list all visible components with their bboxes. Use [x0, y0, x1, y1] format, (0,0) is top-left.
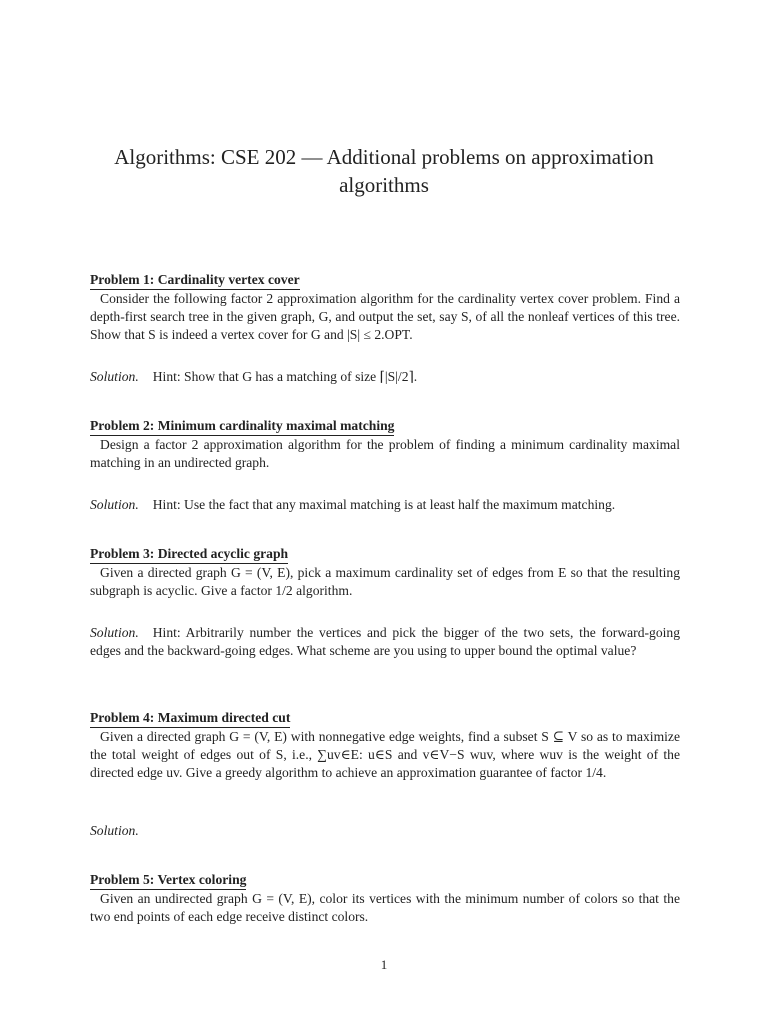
- problem-statement: Given an undirected graph G = (V, E), color its vertices with the minimum number of colors so that the two end points of each edge receive distinct colors.: [90, 891, 680, 924]
- problem-statement: Design a factor 2 approximation algorithm for the problem of finding a minimum cardinality maximal matching in an undirected graph.: [90, 437, 680, 470]
- solution-3: [90, 624, 680, 660]
- problem-heading: Problem 3: Directed acyclic graph: [90, 545, 288, 564]
- problem-heading: Problem 1: Cardinality vertex cover: [90, 271, 300, 290]
- problem-statement: Given a directed graph G = (V, E), pick a maximum cardinality set of edges from E so that the resulting subgraph is acyclic. Give a factor 1/2 algorithm.: [90, 565, 680, 598]
- problem-heading: Problem 4: Maximum directed cut: [90, 709, 290, 728]
- solution-1: [90, 368, 680, 386]
- solution-4: [90, 822, 680, 840]
- solution-label: Solution.: [90, 497, 139, 512]
- solution-label: Solution.: [90, 369, 139, 384]
- problem-1: [90, 271, 680, 344]
- solution-text: Hint: Arbitrarily number the vertices and pick the bigger of the two sets, the forward-going edges and the backward-going edges. What scheme are you using to upper bound the optimal value?: [90, 625, 680, 658]
- solution-label: Solution.: [90, 823, 139, 838]
- problem-3: [90, 545, 680, 600]
- page-number: 1: [380, 957, 388, 972]
- problem-statement: Given a directed graph G = (V, E) with nonnegative edge weights, find a subset S ⊆ V so as to maximize the total weight of edges out of S, i.e., ∑uv∈E: u∈S and v∈V−S wuv, where wuv is the weight of the directed edge uv. Give a greedy algorithm to achieve an approximation guarantee of factor 1/4.: [90, 729, 680, 780]
- document-title: Algorithms: CSE 202 — Additional problems on approximation algorithms: [114, 145, 654, 197]
- problem-4: [90, 709, 680, 782]
- problem-heading: Problem 2: Minimum cardinality maximal matching: [90, 417, 394, 436]
- solution-text: Hint: Show that G has a matching of size ⌈|S|/2⌉.: [152, 369, 418, 384]
- problem-heading: Problem 5: Vertex coloring: [90, 871, 246, 890]
- problem-statement: Consider the following factor 2 approximation algorithm for the cardinality vertex cover problem. Find a depth-first search tree in the given graph, G, and output the set, say S, of all the nonleaf vertices of this tree. Show that S is indeed a vertex cover for G and |S| ≤ 2.OPT.: [90, 291, 680, 342]
- solution-text: Hint: Use the fact that any maximal matching is at least half the maximum matching.: [152, 497, 616, 512]
- problem-5: [90, 871, 680, 926]
- problem-2: [90, 417, 680, 472]
- solution-2: [90, 496, 680, 514]
- solution-label: Solution.: [90, 625, 139, 640]
